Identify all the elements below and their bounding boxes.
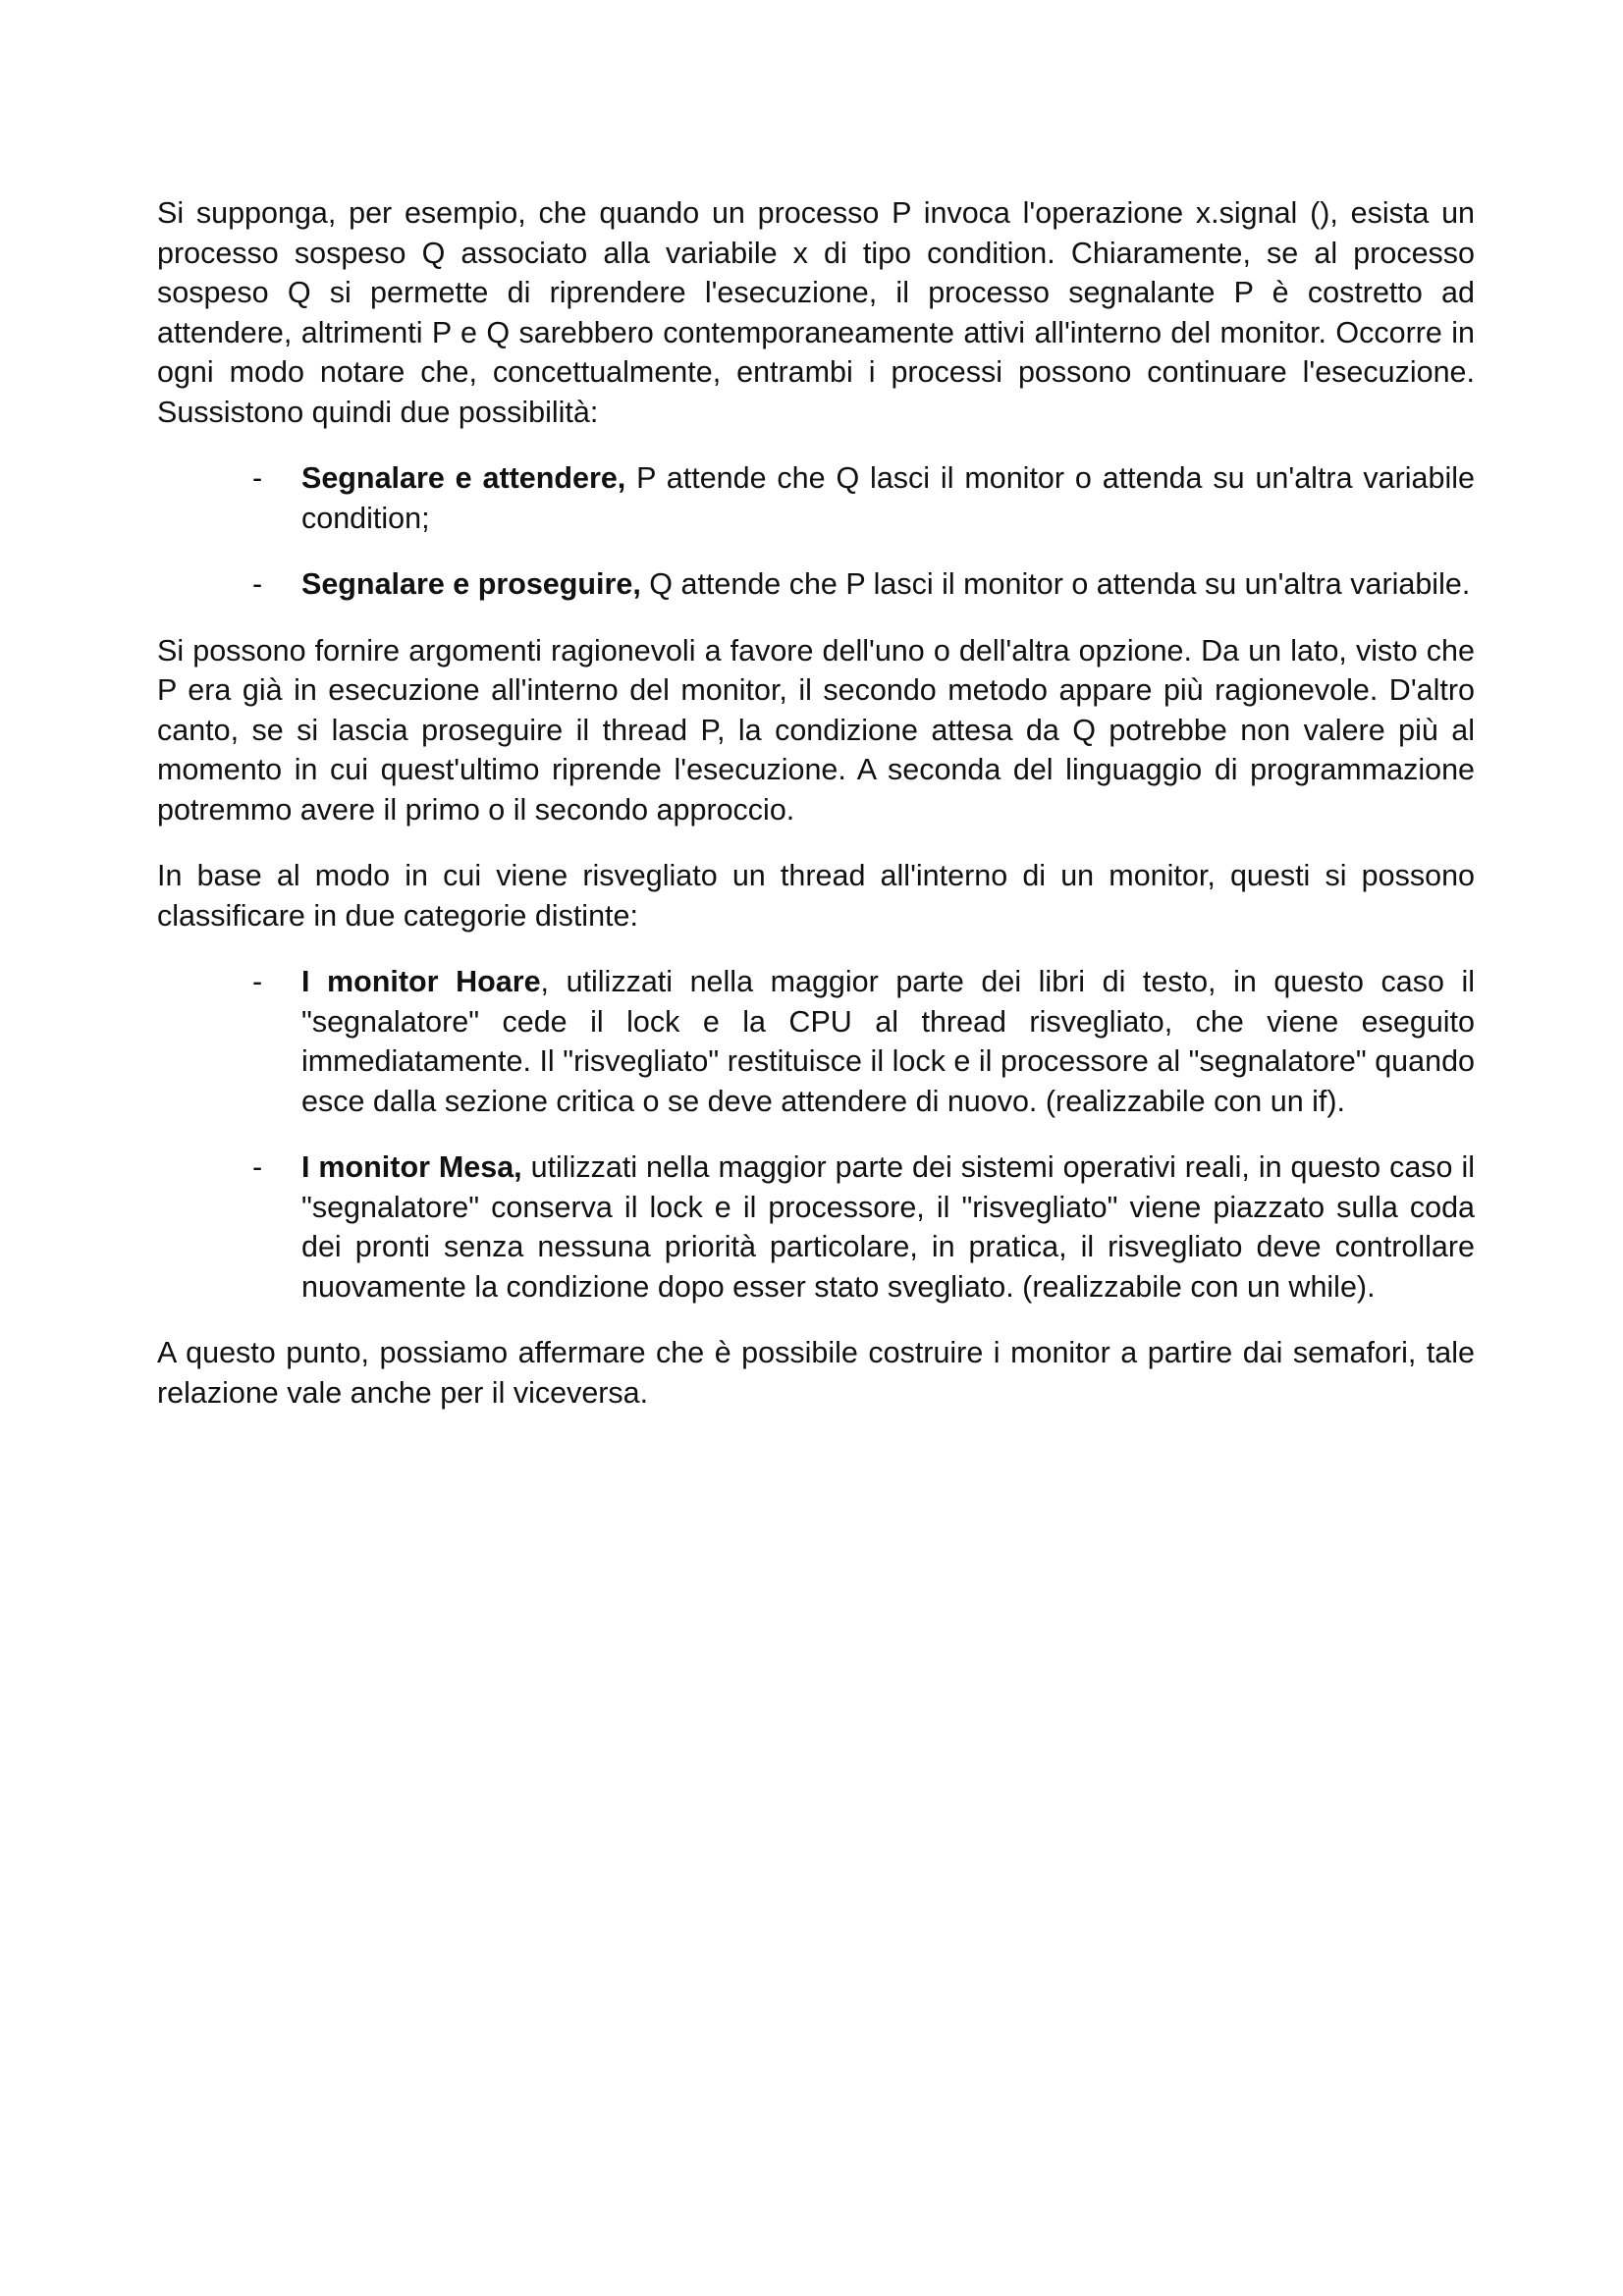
list-item-term: Segnalare e attendere, xyxy=(301,461,626,495)
page-content xyxy=(157,193,1475,1439)
list-dash: - xyxy=(252,1150,263,1184)
list-item-term: I monitor Mesa, xyxy=(301,1150,522,1184)
list-item-monitor-hoare xyxy=(157,962,1475,1121)
list-dash: - xyxy=(252,965,263,998)
paragraph-categories-intro: In base al modo in cui viene risvegliato un thread all'interno di un monitor, questi si possono classificare in due categorie distinte: xyxy=(157,859,1475,933)
list-dash: - xyxy=(252,461,263,495)
monitor-types-list xyxy=(157,962,1475,1307)
list-item-segnalare-attendere xyxy=(157,458,1475,538)
paragraph-conclusion: A questo punto, possiamo affermare che è possibile costruire i monitor a partire dai semafori, tale relazione vale anche per il viceversa. xyxy=(157,1336,1475,1410)
list-item-segnalare-proseguire xyxy=(157,564,1475,605)
list-item-text: P attende che Q lasci il monitor o attenda su un'altra variabile condition; xyxy=(301,461,1475,535)
list-item-term: Segnalare e proseguire, xyxy=(301,567,641,601)
list-item-text: utilizzati nella maggior parte dei sistemi operativi reali, in questo caso il "segnalatore" conserva il lock e il processore, il "risvegliato" viene piazzato sulla coda dei pronti senza nessuna priorità particolare, in pratica, il risvegliato deve controllare nuovamente la condizione dopo esser stato svegliato. (realizzabile con un while). xyxy=(301,1150,1476,1304)
signal-options-list xyxy=(157,458,1475,605)
list-item-text: , utilizzati nella maggior parte dei libri di testo, in questo caso il "segnalatore" cede il lock e la CPU al thread risvegliato, che viene eseguito immediatamente. Il "risvegliato" restituisce il lock e il processore al "segnalatore" quando esce dalla sezione critica o se deve attendere di nuovo. (realizzabile con un if). xyxy=(301,965,1476,1118)
list-dash: - xyxy=(252,567,263,601)
paragraph-signal-intro: Si supponga, per esempio, che quando un processo P invoca l'operazione x.signal (), esista un processo sospeso Q associato alla variabile x di tipo condition. Chiaramente, se al processo sospeso Q si permette di riprendere l'esecuzione, il processo segnalante P è costretto ad attendere, altrimenti P e Q sarebbero contemporaneamente attivi all'interno del monitor. Occorre in ogni modo notare che, concettualmente, entrambi i processi possono continuare l'esecuzione. Sussistono quindi due possibilità: xyxy=(157,196,1475,429)
list-item-monitor-mesa xyxy=(157,1148,1475,1307)
paragraph-arguments: Si possono fornire argomenti ragionevoli a favore dell'uno o dell'altra opzione. Da un lato, visto che P era già in esecuzione all'interno del monitor, il secondo metodo appare più ragionevole. D'altro canto, se si lascia proseguire il thread P, la condizione attesa da Q potrebbe non valere più al momento in cui quest'ultimo riprende l'esecuzione. A seconda del linguaggio di programmazione potremmo avere il primo o il secondo approccio. xyxy=(157,633,1475,827)
list-item-term: I monitor Hoare xyxy=(301,965,541,998)
list-item-text: Q attende che P lasci il monitor o attenda su un'altra variabile. xyxy=(640,567,1471,601)
